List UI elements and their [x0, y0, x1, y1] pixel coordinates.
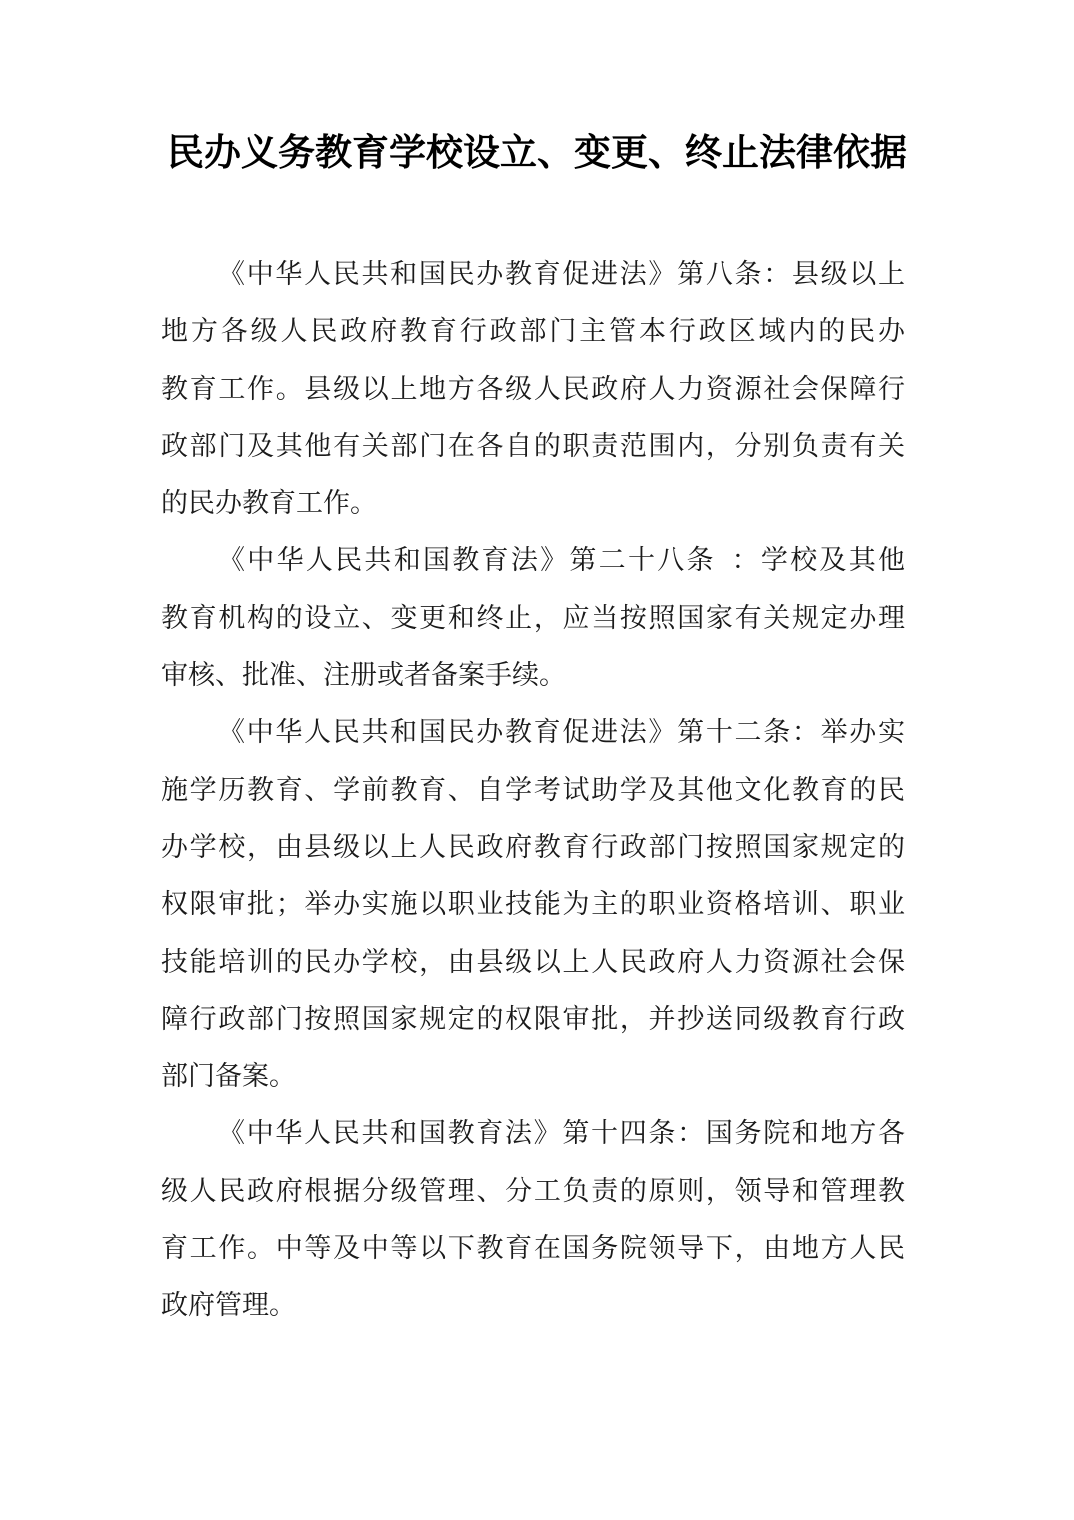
text-line: 教育工作。县级以上地方各级人民政府人力资源社会保障行: [161, 373, 905, 404]
text-line: 技能培训的民办学校，由县级以上人民政府人力资源社会保: [161, 946, 905, 977]
text-line: 施学历教育、学前教育、自学考试助学及其他文化教育的民: [161, 774, 905, 805]
text-line: 《中华人民共和国民办教育促进法》第八条：县级以上: [218, 259, 905, 289]
paragraph: [161, 1105, 905, 1334]
paragraph: [161, 704, 905, 1105]
text-line: 政部门及其他有关部门在各自的职责范围内，分别负责有关: [161, 430, 905, 461]
paragraph: [161, 246, 905, 532]
text-line: 地方各级人民政府教育行政部门主管本行政区域内的民办: [161, 316, 905, 347]
text-line: 《中华人民共和国教育法》第十四条：国务院和地方各: [218, 1118, 905, 1149]
text-line: 办学校，由县级以上人民政府教育行政部门按照国家规定的: [161, 831, 905, 862]
paragraph: [161, 532, 905, 704]
document-body: [161, 246, 905, 1335]
text-line: 权限审批；举办实施以职业技能为主的职业资格培训、职业: [161, 889, 905, 920]
text-line: 障行政部门按照国家规定的权限审批，并抄送同级教育行政: [161, 1003, 905, 1034]
document-title: 民办义务教育学校设立、变更、终止法律依据: [167, 133, 907, 174]
text-line: 教育机构的设立、变更和终止，应当按照国家有关规定办理: [161, 602, 905, 633]
text-line: 育工作。中等及中等以下教育在国务院领导下，由地方人民: [161, 1233, 905, 1264]
text-line: 级人民政府根据分级管理、分工负责的原则，领导和管理教: [161, 1175, 905, 1206]
text-line: 政府管理。: [161, 1290, 296, 1321]
text-line: 《中华人民共和国教育法》第二十八条 ：学校及其他: [218, 545, 905, 576]
text-line: 的民办教育工作。: [161, 488, 377, 519]
text-line: 《中华人民共和国民办教育促进法》第十二条：举办实: [218, 717, 905, 748]
text-line: 审核、批准、注册或者备案手续。: [161, 660, 566, 691]
text-line: 部门备案。: [161, 1061, 296, 1092]
